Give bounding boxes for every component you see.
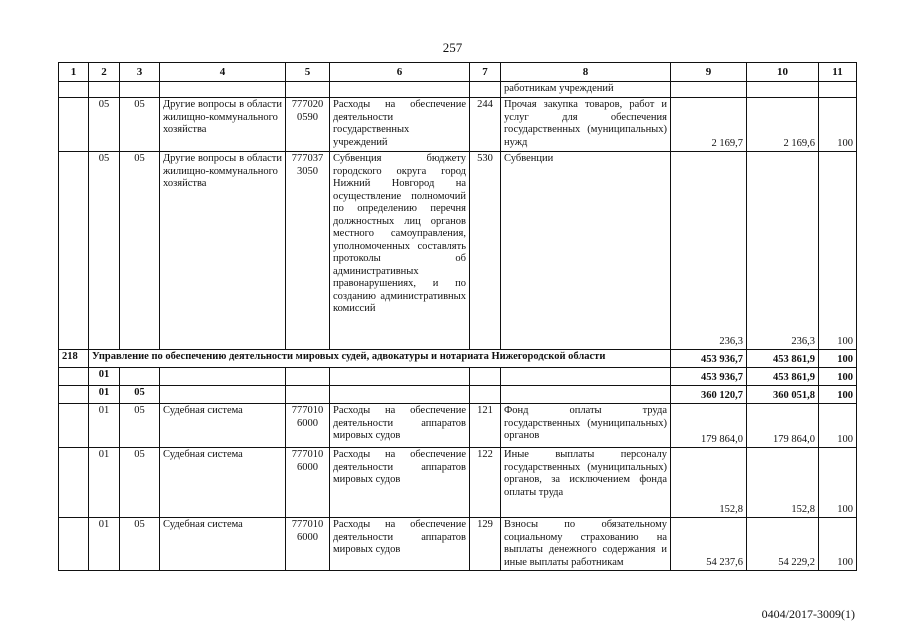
cell: 777010 6000: [286, 448, 330, 518]
cell: 05: [120, 448, 160, 518]
cell: Взносы по обязательному социальному страхованию на выплаты денежного содержания и иные выплаты работникам: [501, 518, 671, 571]
cell: Расходы на обеспечение деятельности аппаратов мировых судов: [330, 518, 470, 571]
col-header: 9: [671, 63, 747, 82]
cell: 05: [120, 152, 160, 350]
cell: 179 864,0: [747, 404, 819, 448]
cell: Субвенция бюджету городского округа город Нижний Новгород на осуществление полномочий по определению перечня должностных лиц органов местного самоуправления, уполномоченных составлять протоколы об административных правонарушениях, и по созданию административных комиссий: [330, 152, 470, 350]
table-row: [59, 448, 857, 518]
col-header: 2: [89, 63, 120, 82]
table-row: [59, 152, 857, 350]
cell: Фонд оплаты труда государственных (муниципальных) органов: [501, 404, 671, 448]
cell: 244: [470, 98, 501, 152]
page-number: 257: [442, 40, 463, 55]
cell: Расходы на обеспечение деятельности аппаратов мировых судов: [330, 448, 470, 518]
cell: 453 861,9: [747, 350, 819, 368]
cell: 122: [470, 448, 501, 518]
cell: 218: [59, 350, 89, 368]
cell: 360 051,8: [747, 386, 819, 404]
cell: 100: [819, 386, 857, 404]
cell: Расходы на обеспечение деятельности аппаратов мировых судов: [330, 404, 470, 448]
cell: Прочая закупка товаров, работ и услуг для обеспечения государственных (муниципальных) нужд: [501, 98, 671, 152]
cell: Другие вопросы в области жилищно-коммунального хозяйства: [160, 152, 286, 350]
col-header: 11: [819, 63, 857, 82]
cell: 777020 0590: [286, 98, 330, 152]
col-header: 8: [501, 63, 671, 82]
cell: Субвенции: [501, 152, 671, 350]
cell: работникам учреждений: [501, 82, 671, 98]
cell: Расходы на обеспечение деятельности государственных учреждений: [330, 98, 470, 152]
col-header: 10: [747, 63, 819, 82]
cell: 100: [819, 518, 857, 571]
col-header: 6: [330, 63, 470, 82]
cell: 01: [89, 518, 120, 571]
cell: 100: [819, 448, 857, 518]
subsection-row: [59, 386, 857, 404]
cell: 236,3: [747, 152, 819, 350]
cell: 179 864,0: [671, 404, 747, 448]
cell: 01: [89, 448, 120, 518]
cell: 01: [89, 404, 120, 448]
col-header: 5: [286, 63, 330, 82]
cell: 05: [120, 386, 160, 404]
cell: 453 861,9: [747, 368, 819, 386]
col-header: 1: [59, 63, 89, 82]
budget-table: [58, 62, 857, 571]
table-row: [59, 82, 857, 98]
cell: Судебная система: [160, 404, 286, 448]
cell: 777037 3050: [286, 152, 330, 350]
department-row: [59, 350, 857, 368]
col-header: 4: [160, 63, 286, 82]
cell: Судебная система: [160, 448, 286, 518]
cell: 01: [89, 368, 120, 386]
cell: 453 936,7: [671, 350, 747, 368]
cell: 453 936,7: [671, 368, 747, 386]
cell: 05: [120, 518, 160, 571]
cell: 100: [819, 98, 857, 152]
cell: 05: [89, 152, 120, 350]
cell: Судебная система: [160, 518, 286, 571]
col-header: 3: [120, 63, 160, 82]
cell: 01: [89, 386, 120, 404]
cell: Другие вопросы в области жилищно-коммунального хозяйства: [160, 98, 286, 152]
cell: 129: [470, 518, 501, 571]
cell: 100: [819, 152, 857, 350]
col-header: 7: [470, 63, 501, 82]
table-row: [59, 98, 857, 152]
cell: 530: [470, 152, 501, 350]
cell: 777010 6000: [286, 404, 330, 448]
table-row: [59, 518, 857, 571]
cell: Иные выплаты персоналу государственных (муниципальных) органов, за исключением фонда оплаты труда: [501, 448, 671, 518]
section-row: [59, 368, 857, 386]
cell: 152,8: [671, 448, 747, 518]
cell: 100: [819, 368, 857, 386]
cell: 100: [819, 404, 857, 448]
cell: 100: [819, 350, 857, 368]
cell: 360 120,7: [671, 386, 747, 404]
cell: 2 169,6: [747, 98, 819, 152]
cell: 05: [89, 98, 120, 152]
department-name: Управление по обеспечению деятельности мировых судей, адвокатуры и нотариата Нижегородской области: [89, 350, 671, 368]
cell: 05: [120, 404, 160, 448]
cell: 54 229,2: [747, 518, 819, 571]
cell: 2 169,7: [671, 98, 747, 152]
cell: 121: [470, 404, 501, 448]
document-code: 0404/2017-3009(1): [761, 607, 855, 621]
cell: 54 237,6: [671, 518, 747, 571]
cell: 152,8: [747, 448, 819, 518]
cell: 236,3: [671, 152, 747, 350]
header-row: [59, 63, 857, 82]
cell: 05: [120, 98, 160, 152]
cell: 777010 6000: [286, 518, 330, 571]
table-row: [59, 404, 857, 448]
